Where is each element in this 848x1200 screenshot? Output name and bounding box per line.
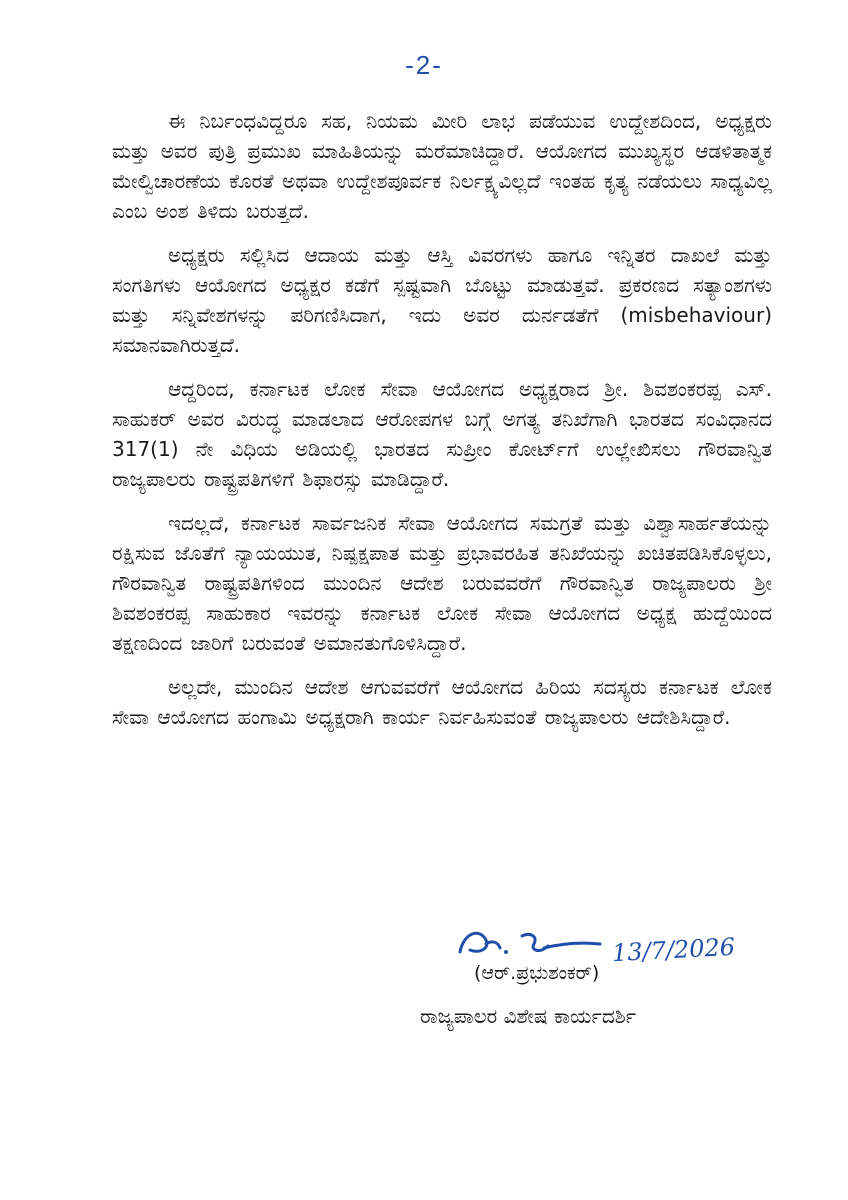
page-number: -2- — [405, 50, 443, 80]
signer-designation: ರಾಜ್ಯಪಾಲರ ವಿಶೇಷ ಕಾರ್ಯದರ್ಶಿ — [420, 1004, 637, 1028]
signer-name: (ಆರ್.ಪ್ರಭುಶಂಕರ್) — [474, 962, 600, 984]
paragraph-5: ಅಲ್ಲದೇ, ಮುಂದಿನ ಆದೇಶ ಆಗುವವರೆಗೆ ಆಯೋಗದ ಹಿರಿಯ ಸದಸ್ಯರು ಕರ್ನಾಟಕ ಲೋಕ ಸೇವಾ ಆಯೋಗದ ಹಂಗಾಮಿ ಅಧ್ಯಕ್ಷರಾಗಿ ಕಾರ್ಯ ನಿರ್ವಹಿಸುವಂತೆ ರಾಜ್ಯಪಾಲರು ಆದೇಶಿಸಿದ್ದಾರೆ. — [112, 675, 772, 729]
letter-body — [112, 106, 772, 746]
paragraph-2: ಅಧ್ಯಕ್ಷರು ಸಲ್ಲಿಸಿದ ಆದಾಯ ಮತ್ತು ಆಸ್ತಿ ವಿವರಗಳು ಹಾಗೂ ಇನ್ನಿತರ ದಾಖಲೆ ಮತ್ತು ಸಂಗತಿಗಳು ಆಯೋಗದ ಅಧ್ಯಕ್ಷರ ಕಡೆಗೆ ಸ್ಪಷ್ಟವಾಗಿ ಬೊಟ್ಟು ಮಾಡುತ್ತವೆ. ಪ್ರಕರಣದ ಸತ್ಯಾಂಶಗಳು ಮತ್ತು ಸನ್ನಿವೇಶಗಳನ್ನು ಪರಿಗಣಿಸಿದಾಗ, ಇದು ಅವರ ದುರ್ನಡತೆಗೆ (misbehaviour) ಸಮಾನವಾಗಿರುತ್ತದೆ. — [112, 243, 772, 357]
paragraph-1: ಈ ನಿರ್ಬಂಧವಿದ್ದರೂ ಸಹ, ನಿಯಮ ಮೀರಿ ಲಾಭ ಪಡೆಯುವ ಉದ್ದೇಶದಿಂದ, ಅಧ್ಯಕ್ಷರು ಮತ್ತು ಅವರ ಪುತ್ರಿ ಪ್ರಮುಖ ಮಾಹಿತಿಯನ್ನು ಮರೆಮಾಚಿದ್ದಾರೆ. ಆಯೋಗದ ಮುಖ್ಯಸ್ಥರ ಆಡಳಿತಾತ್ಮಕ ಮೇಲ್ವಿಚಾರಣೆಯ ಕೊರತೆ ಅಥವಾ ಉದ್ದೇಶಪೂರ್ವಕ ನಿರ್ಲಕ್ಷ್ಯವಿಲ್ಲದೆ ಇಂತಹ ಕೃತ್ಯ ನಡೆಯಲು ಸಾಧ್ಯವಿಲ್ಲ ಎಂಬ ಅಂಶ ತಿಳಿದು ಬರುತ್ತದೆ. — [112, 109, 772, 223]
paragraph-4: ಇದಲ್ಲದೆ, ಕರ್ನಾಟಕ ಸಾರ್ವಜನಿಕ ಸೇವಾ ಆಯೋಗದ ಸಮಗ್ರತೆ ಮತ್ತು ವಿಶ್ವಾಸಾರ್ಹತೆಯನ್ನು ರಕ್ಷಿಸುವ ಜೊತೆಗೆ ನ್ಯಾಯಯುತ, ನಿಷ್ಪಕ್ಷಪಾತ ಮತ್ತು ಪ್ರಭಾವರಹಿತ ತನಿಖೆಯನ್ನು ಖಚಿತಪಡಿಸಿಕೊಳ್ಳಲು, ಗೌರವಾನ್ವಿತ ರಾಷ್ಟ್ರಪತಿಗಳಿಂದ ಮುಂದಿನ ಆದೇಶ ಬರುವವರೆಗೆ ಗೌರವಾನ್ವಿತ ರಾಜ್ಯಪಾಲರು ಶ್ರೀ ಶಿವಶಂಕರಪ್ಪ ಸಾಹುಕಾರ ಇವರನ್ನು ಕರ್ನಾಟಕ ಲೋಕ ಸೇವಾ ಆಯೋಗದ ಅಧ್ಯಕ್ಷ ಹುದ್ದೆಯಿಂದ ತಕ್ಷಣದಿಂದ ಜಾರಿಗೆ ಬರುವಂತೆ ಅಮಾನತುಗೊಳಿಸಿದ್ದಾರೆ. — [112, 511, 772, 655]
paragraph-3: ಆದ್ದರಿಂದ, ಕರ್ನಾಟಕ ಲೋಕ ಸೇವಾ ಆಯೋಗದ ಅಧ್ಯಕ್ಷರಾದ ಶ್ರೀ. ಶಿವಶಂಕರಪ್ಪ ಎಸ್. ಸಾಹುಕರ್ ಅವರ ವಿರುದ್ಧ ಮಾಡಲಾದ ಆರೋಪಗಳ ಬಗ್ಗೆ ಅಗತ್ಯ ತನಿಖೆಗಾಗಿ ಭಾರತದ ಸಂವಿಧಾನದ 317(1) ನೇ ವಿಧಿಯ ಅಡಿಯಲ್ಲಿ ಭಾರತದ ಸುಪ್ರೀಂ ಕೋರ್ಟ್‌ಗೆ ಉಲ್ಲೇಖಿಸಲು ಗೌರವಾನ್ವಿತ ರಾಜ್ಯಪಾಲರು ರಾಷ್ಟ್ರಪತಿಗಳಿಗೆ ಶಿಫಾರಸ್ಸು ಮಾಡಿದ್ದಾರೆ. — [112, 377, 772, 491]
signature-date: 13/7/2026 — [611, 932, 736, 968]
